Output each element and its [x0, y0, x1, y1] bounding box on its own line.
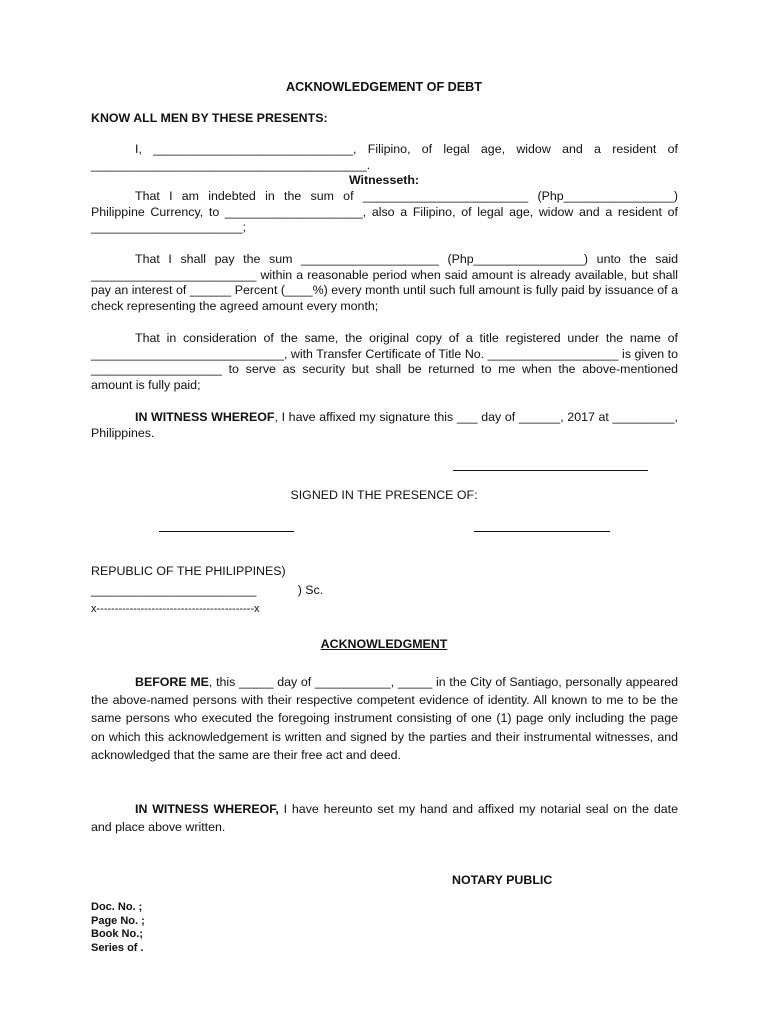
x-divider: x-------------------------------------------x — [91, 603, 260, 615]
paragraph-witness — [91, 410, 678, 441]
series-no: Series of . — [91, 941, 144, 954]
paragraph-payment-text: That I shall pay the sum ____________________ (Php________________) unto the said ________________________ within a reasonable period when said amount is already available, but shall pay an interest of ______ Percent (____%) every month until such full amount is fully paid by issuance of a check representing the agreed amount every month; — [91, 252, 678, 313]
paragraph-debt-text: That I am indebted in the sum of ________________________ (Php________________) Philippine Currency, to ____________________, also a Filipino, of legal age, widow and a resident of ______________________; — [91, 189, 678, 235]
paragraph-debt — [91, 189, 678, 236]
paragraph-notary-witness — [91, 800, 678, 836]
paragraph-security-text: That in consideration of the same, the original copy of a title registered under the name of ____________________________, with Transfer Certificate of Title No. ___________________ is given to ___________________ to serve as security but shall be returned to me when the above-mentioned amount is fully paid; — [91, 331, 678, 392]
book-no: Book No.; — [91, 928, 143, 941]
notary-witness-bold: IN WITNESS WHEREOF, — [135, 802, 279, 816]
before-me-bold: BEFORE ME — [135, 675, 209, 689]
witness-bold: IN WITNESS WHEREOF — [135, 410, 275, 424]
notary-public-label: NOTARY PUBLIC — [452, 873, 553, 887]
paragraph-identity — [91, 142, 678, 173]
sc-line: ________________________ ) Sc. — [91, 583, 324, 597]
paragraph-security — [91, 331, 678, 393]
paragraph-identity-text: I, _____________________________, Filipino, of legal age, widow and a resident of ________________________________________. — [91, 142, 678, 172]
notarial-register — [91, 901, 145, 955]
page-no: Page No. ; — [91, 914, 145, 927]
paragraph-before-me — [91, 673, 678, 764]
signature-line-witness-1 — [159, 531, 294, 532]
witness-rest: , I have affixed my signature this ___ day of ______, 2017 at _________, Philippines. — [91, 410, 678, 440]
signature-line-main — [453, 470, 648, 471]
witnesseth-heading: Witnesseth: — [348, 173, 420, 187]
notary-witness-rest: I have hereunto set my hand and affixed my notarial seal on the date and place above written. — [91, 802, 678, 835]
intro-heading: KNOW ALL MEN BY THESE PRESENTS: — [91, 111, 328, 125]
document-title: ACKNOWLEDGEMENT OF DEBT — [286, 80, 482, 94]
paragraph-payment — [91, 252, 678, 314]
signature-line-witness-2 — [474, 531, 610, 532]
republic-label: REPUBLIC OF THE PHILIPPINES) — [91, 564, 286, 578]
before-me-rest: , this _____ day of ___________, _____ in the City of Santiago, personally appeared the above-named persons with their respective competent evidence of identity. All known to me to be the same persons who executed the foregoing instrument consisting of one (1) page only including the page on which this acknowledgement is written and signed by the parties and their instrumental witnesses, and acknowledged that the same are their free act and deed. — [91, 675, 678, 762]
acknowledgment-title: ACKNOWLEDGMENT — [320, 637, 448, 651]
signed-presence-heading: SIGNED IN THE PRESENCE OF: — [290, 488, 478, 502]
doc-no: Doc. No. ; — [91, 901, 143, 913]
